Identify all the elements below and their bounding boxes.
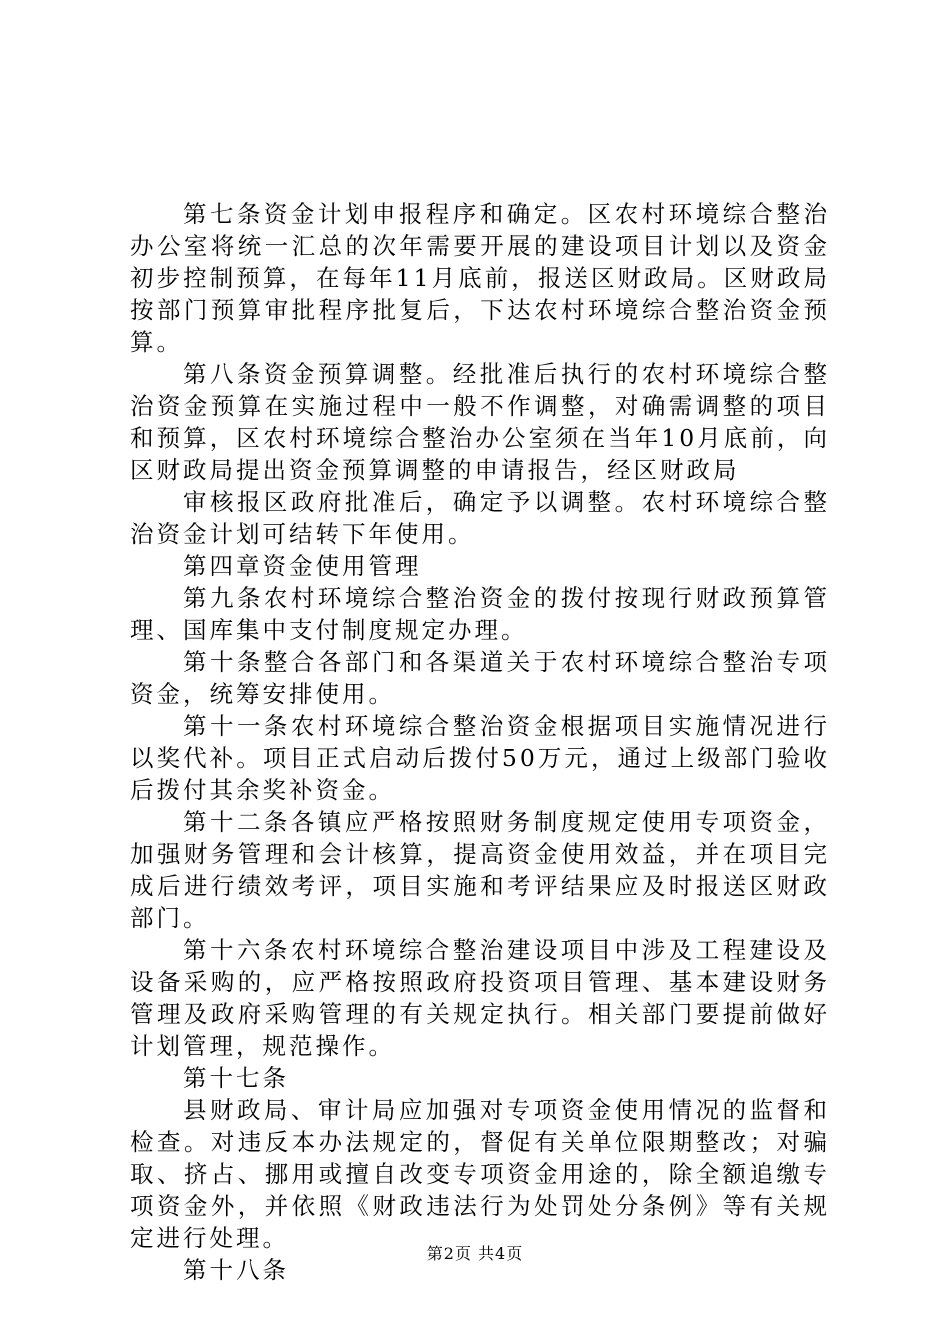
paragraph-article-17-heading: 第十七条	[183, 1064, 289, 1092]
paragraph-article-11: 第十一条农村环境综合整治资金根据项目实施情况进行以奖代补。项目正式启动后拨付50万元，通过上级部门验收后拨付其余奖补资金。	[130, 712, 830, 804]
page-number-footer: 第2页 共4页	[426, 1244, 524, 1263]
paragraph-article-18-heading: 第十八条	[183, 1256, 289, 1284]
paragraph-article-16: 第十六条农村环境综合整治建设项目中涉及工程建设及设备采购的，应严格按照政府投资项目管理、基本建设财务管理及政府采购管理的有关规定执行。相关部门要提前做好计划管理，规范操作。	[130, 936, 830, 1060]
paragraph-article-8: 第八条资金预算调整。经批准后执行的农村环境综合整治资金预算在实施过程中一般不作调整，对确需调整的项目和预算，区农村环境综合整治办公室须在当年10月底前，向区财政局提出资金预算调整的申请报告，经区财政局	[130, 360, 830, 484]
paragraph-article-10: 第十条整合各部门和各渠道关于农村环境综合整治专项资金，统筹安排使用。	[130, 648, 830, 708]
paragraph-article-17-body: 县财政局、审计局应加强对专项资金使用情况的监督和检查。对违反本办法规定的，督促有关单位限期整改；对骗取、挤占、挪用或擅自改变专项资金用途的，除全额追缴专项资金外，并依照《财政违法行为处罚处分条例》等有关规定进行处理。	[130, 1096, 830, 1252]
chapter-heading-4: 第四章资金使用管理	[183, 552, 422, 580]
paragraph-article-12: 第十二条各镇应严格按照财务制度规定使用专项资金，加强财务管理和会计核算，提高资金使用效益，并在项目完成后进行绩效考评，项目实施和考评结果应及时报送区财政部门。	[130, 808, 830, 932]
paragraph-article-9: 第九条农村环境综合整治资金的拨付按现行财政预算管理、国库集中支付制度规定办理。	[130, 584, 830, 644]
paragraph-article-8-continued: 审核报区政府批准后，确定予以调整。农村环境综合整治资金计划可结转下年使用。	[130, 488, 830, 548]
document-body	[130, 198, 830, 1286]
paragraph-article-7: 第七条资金计划申报程序和确定。区农村环境综合整治办公室将统一汇总的次年需要开展的建设项目计划以及资金初步控制预算，在每年11月底前，报送区财政局。区财政局按部门预算审批程序批复后，下达农村环境综合整治资金预算。	[130, 200, 830, 356]
